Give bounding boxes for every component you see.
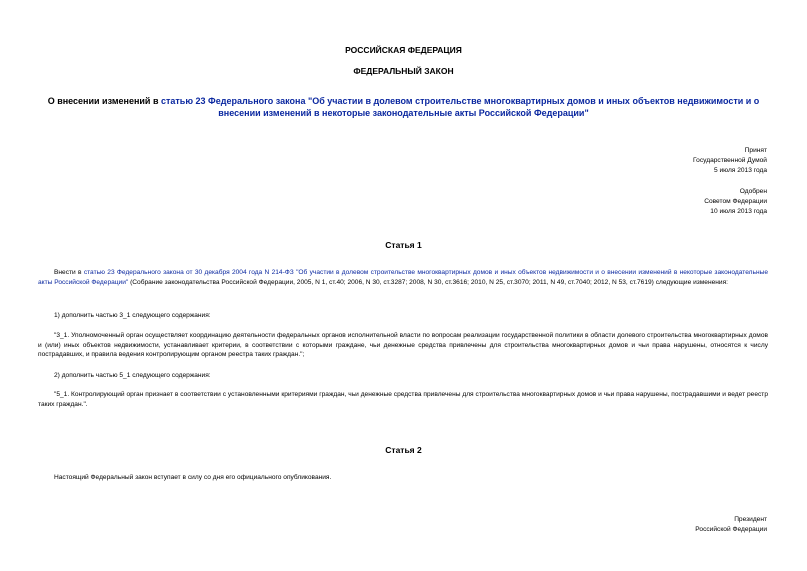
signature-line-2: Российской Федерации <box>695 526 767 533</box>
adoption-line-3: 5 июля 2013 года <box>713 167 767 174</box>
law-title-prefix: О внесении изменений в <box>47 96 161 106</box>
law-title <box>40 95 767 119</box>
article-1-item-2: 2) дополнить частью 5_1 следующего содержания: <box>54 372 211 379</box>
article-1-item-1: 1) дополнить частью 3_1 следующего содержания: <box>54 312 211 319</box>
article-2-text: Настоящий Федеральный закон вступает в силу со дня его официального опубликования. <box>54 474 332 481</box>
article-1-quote-1: "3_1. Уполномоченный орган осуществляет координацию деятельности федеральных органов исполнительной власти по вопросам реализации государственной политики в области долевого строительства многоквартирных домов и (или) иных объектов недвижимости, устанавливает критерии, в соответствии с которыми граждане, чьи денежные средства привлечены для строительства многоквартирных домов и чьи права нарушены, относятся к числу пострадавших, и правила ведения контролирующим органом реестра таких граждан."; <box>38 332 768 359</box>
article-1-intro <box>38 268 768 287</box>
article-1-quote-2: "5_1. Контролирующий орган признает в соответствии с установленными критериями граждан, чьи денежные средства привлечены для строительства многоквартирных домов и чьи права нарушены, пострадавшими и ведет реестр таких граждан.". <box>38 391 768 408</box>
adoption-line-1: Принят <box>744 147 767 154</box>
signature-block <box>567 515 767 535</box>
country-heading: РОССИЙСКАЯ ФЕДЕРАЦИЯ <box>345 45 462 55</box>
law-title-link[interactable]: статью 23 Федерального закона "Об участии в долевом строительстве многоквартирных домов и иных объектов недвижимости и о внесении изменений в некоторые законодательные акты Российской Федерации" <box>160 96 760 118</box>
law-type-heading: ФЕДЕРАЛЬНЫЙ ЗАКОН <box>353 66 454 76</box>
approval-line-3: 10 июля 2013 года <box>710 208 767 215</box>
article-1-intro-prefix: Внести в <box>54 269 84 276</box>
adoption-line-2: Государственной Думой <box>693 157 767 164</box>
article-1-intro-suffix: (Собрание законодательства Российской Федерации, 2005, N 1, ст.40; 2006, N 30, ст.3287; 2008, N 30, ст.3616; 2010, N 25, ст.3070; 2011, N 49, ст.7040; 2012, N 53, ст.7619) следующие изменения: <box>128 278 729 286</box>
approval-line-1: Одобрен <box>739 188 767 195</box>
article-1-heading: Статья 1 <box>385 240 422 250</box>
signature-line-1: Президент <box>734 516 767 523</box>
approval-line-2: Советом Федерации <box>704 198 767 205</box>
adoption-block <box>567 146 767 176</box>
article-1-intro-link[interactable]: статью 23 Федерального закона от 30 декабря 2004 года N 214-ФЗ "Об участии в долевом строительстве многоквартирных домов и иных объектов недвижимости и о внесении изменений в некоторые законодательные акты Российской Федерации" <box>38 269 769 286</box>
article-2-heading: Статья 2 <box>385 445 422 455</box>
approval-block <box>567 187 767 217</box>
